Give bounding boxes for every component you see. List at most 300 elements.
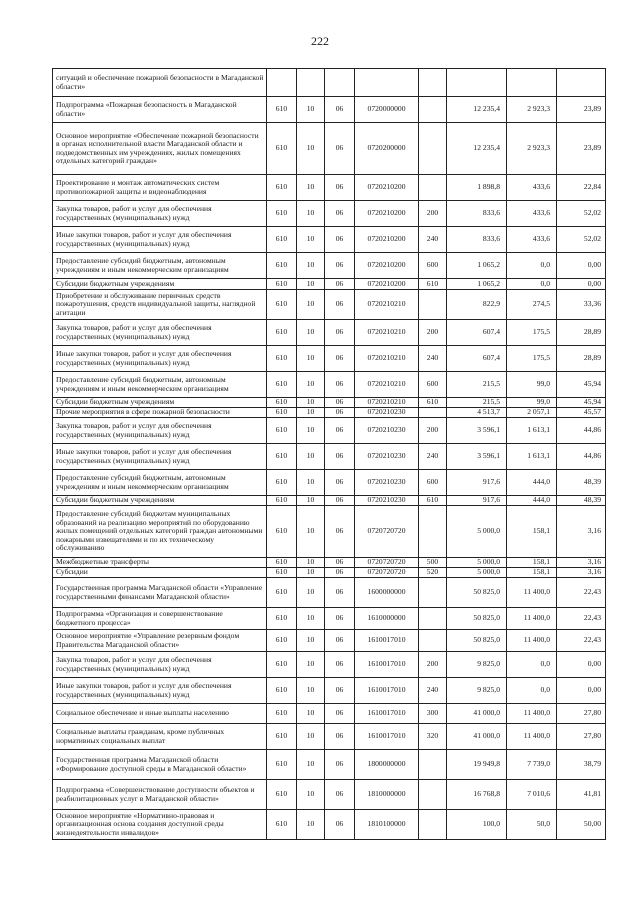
row-expense-type-cell	[419, 175, 447, 201]
row-fact-cell: 7 739,0	[507, 750, 557, 780]
row-grbs-cell	[267, 69, 297, 97]
row-percent-cell: 50,00	[557, 810, 606, 840]
row-percent-cell: 45,94	[557, 398, 606, 408]
row-section-cell: 10	[297, 372, 325, 398]
row-section-cell: 10	[297, 398, 325, 408]
row-section-cell: 10	[297, 630, 325, 652]
row-fact-cell: 444,0	[507, 470, 557, 496]
row-grbs-cell: 610	[267, 568, 297, 578]
row-percent-cell: 45,57	[557, 408, 606, 418]
row-expense-type-cell	[419, 123, 447, 175]
row-fact-cell: 99,0	[507, 372, 557, 398]
row-target-code-cell: 0720210230	[355, 408, 419, 418]
row-name-cell: Предоставление субсидий бюджетным, автономным учреждениям и иным некоммерческим организациям	[53, 372, 267, 398]
row-name-cell: Предоставление субсидий бюджетам муниципальных образований на реализацию мероприятий по оборудованию жилых помещений отдельных категорий граждан автономными пожарными извещателями и по их техническому обслуживанию	[53, 506, 267, 558]
row-section-cell: 10	[297, 608, 325, 630]
row-subsection-cell: 06	[325, 724, 355, 750]
row-expense-type-cell	[419, 69, 447, 97]
row-fact-cell: 1 613,1	[507, 444, 557, 470]
row-percent-cell: 3,16	[557, 506, 606, 558]
row-expense-type-cell	[419, 578, 447, 608]
row-target-code-cell	[355, 69, 419, 97]
row-subsection-cell: 06	[325, 630, 355, 652]
row-target-code-cell: 0720210230	[355, 496, 419, 506]
row-fact-cell: 99,0	[507, 398, 557, 408]
row-plan-cell: 5 000,0	[447, 558, 507, 568]
row-percent-cell: 52,02	[557, 201, 606, 227]
row-target-code-cell: 1610017010	[355, 630, 419, 652]
row-grbs-cell: 610	[267, 175, 297, 201]
row-fact-cell: 0,0	[507, 652, 557, 678]
row-target-code-cell: 0720210200	[355, 253, 419, 279]
row-plan-cell: 41 000,0	[447, 704, 507, 724]
row-fact-cell: 1 613,1	[507, 418, 557, 444]
row-expense-type-cell: 610	[419, 279, 447, 290]
row-grbs-cell: 610	[267, 290, 297, 320]
row-expense-type-cell: 240	[419, 227, 447, 253]
row-name-cell: Основное мероприятие «Обеспечение пожарной безопасности в органах исполнительной власти Магаданской области и подведомственных им учреждениях, жилых помещениях отдельных категорий граждан»	[53, 123, 267, 175]
row-section-cell: 10	[297, 810, 325, 840]
row-section-cell: 10	[297, 704, 325, 724]
row-grbs-cell: 610	[267, 227, 297, 253]
table-row	[53, 398, 606, 408]
row-grbs-cell: 610	[267, 408, 297, 418]
row-target-code-cell: 1610000000	[355, 608, 419, 630]
row-plan-cell: 16 768,8	[447, 780, 507, 810]
row-name-cell: Основное мероприятие «Нормативно-правовая и организационная основа создания доступной среды жизнедеятельности инвалидов»	[53, 810, 267, 840]
row-target-code-cell: 0720720720	[355, 506, 419, 558]
row-expense-type-cell: 600	[419, 253, 447, 279]
row-plan-cell: 1 065,2	[447, 253, 507, 279]
row-subsection-cell: 06	[325, 408, 355, 418]
row-fact-cell: 11 400,0	[507, 608, 557, 630]
row-percent-cell: 23,89	[557, 123, 606, 175]
row-grbs-cell: 610	[267, 578, 297, 608]
row-percent-cell: 22,43	[557, 630, 606, 652]
row-fact-cell: 0,0	[507, 279, 557, 290]
row-fact-cell: 433,6	[507, 175, 557, 201]
row-plan-cell: 12 235,4	[447, 97, 507, 123]
row-subsection-cell: 06	[325, 398, 355, 408]
row-section-cell: 10	[297, 444, 325, 470]
row-expense-type-cell: 200	[419, 201, 447, 227]
row-grbs-cell: 610	[267, 608, 297, 630]
row-name-cell: Закупка товаров, работ и услуг для обеспечения государственных (муниципальных) нужд	[53, 320, 267, 346]
row-subsection-cell: 06	[325, 201, 355, 227]
row-section-cell: 10	[297, 750, 325, 780]
row-expense-type-cell	[419, 810, 447, 840]
row-section-cell: 10	[297, 506, 325, 558]
row-name-cell: Иные закупки товаров, работ и услуг для обеспечения государственных (муниципальных) нужд	[53, 444, 267, 470]
row-fact-cell: 158,1	[507, 506, 557, 558]
table-row	[53, 444, 606, 470]
row-target-code-cell: 0720210200	[355, 175, 419, 201]
table-row	[53, 290, 606, 320]
row-expense-type-cell: 240	[419, 346, 447, 372]
row-fact-cell: 2 923,3	[507, 123, 557, 175]
row-fact-cell: 2 057,1	[507, 408, 557, 418]
row-name-cell: Социальное обеспечение и иные выплаты населению	[53, 704, 267, 724]
row-grbs-cell: 610	[267, 398, 297, 408]
row-grbs-cell: 610	[267, 810, 297, 840]
table-row	[53, 372, 606, 398]
row-target-code-cell: 1610017010	[355, 704, 419, 724]
row-expense-type-cell	[419, 290, 447, 320]
row-plan-cell: 215,5	[447, 398, 507, 408]
table-row	[53, 69, 606, 97]
row-percent-cell: 0,00	[557, 652, 606, 678]
row-section-cell: 10	[297, 123, 325, 175]
row-subsection-cell: 06	[325, 279, 355, 290]
row-section-cell: 10	[297, 652, 325, 678]
row-fact-cell: 158,1	[507, 558, 557, 568]
row-section-cell	[297, 69, 325, 97]
row-grbs-cell: 610	[267, 652, 297, 678]
row-fact-cell: 7 010,6	[507, 780, 557, 810]
table-row	[53, 470, 606, 496]
row-grbs-cell: 610	[267, 780, 297, 810]
row-expense-type-cell: 600	[419, 372, 447, 398]
row-section-cell: 10	[297, 290, 325, 320]
row-subsection-cell: 06	[325, 418, 355, 444]
row-expense-type-cell: 300	[419, 704, 447, 724]
table-row	[53, 780, 606, 810]
row-percent-cell: 0,00	[557, 279, 606, 290]
row-subsection-cell: 06	[325, 97, 355, 123]
row-subsection-cell	[325, 69, 355, 97]
row-subsection-cell: 06	[325, 568, 355, 578]
table-row	[53, 201, 606, 227]
row-plan-cell: 917,6	[447, 496, 507, 506]
row-plan-cell: 100,0	[447, 810, 507, 840]
row-grbs-cell: 610	[267, 496, 297, 506]
row-target-code-cell: 0720210230	[355, 470, 419, 496]
row-fact-cell: 2 923,3	[507, 97, 557, 123]
row-target-code-cell: 0720210210	[355, 372, 419, 398]
table-row	[53, 320, 606, 346]
row-name-cell: Закупка товаров, работ и услуг для обеспечения государственных (муниципальных) нужд	[53, 652, 267, 678]
table-row	[53, 279, 606, 290]
row-name-cell: Межбюджетные трансферты	[53, 558, 267, 568]
row-fact-cell: 50,0	[507, 810, 557, 840]
table-row	[53, 418, 606, 444]
row-target-code-cell: 0720210210	[355, 290, 419, 320]
table-row	[53, 253, 606, 279]
row-plan-cell: 5 000,0	[447, 506, 507, 558]
row-target-code-cell: 0720210200	[355, 279, 419, 290]
row-section-cell: 10	[297, 578, 325, 608]
table-row	[53, 97, 606, 123]
row-plan-cell: 50 825,0	[447, 630, 507, 652]
row-name-cell: Иные закупки товаров, работ и услуг для обеспечения государственных (муниципальных) нужд	[53, 678, 267, 704]
row-expense-type-cell	[419, 608, 447, 630]
row-expense-type-cell: 240	[419, 678, 447, 704]
row-grbs-cell: 610	[267, 704, 297, 724]
table-row	[53, 630, 606, 652]
row-plan-cell: 9 825,0	[447, 652, 507, 678]
page-number: 222	[311, 34, 329, 48]
row-grbs-cell: 610	[267, 444, 297, 470]
row-fact-cell: 444,0	[507, 496, 557, 506]
row-section-cell: 10	[297, 496, 325, 506]
row-target-code-cell: 0720210230	[355, 444, 419, 470]
row-expense-type-cell: 200	[419, 418, 447, 444]
row-subsection-cell: 06	[325, 578, 355, 608]
row-expense-type-cell: 200	[419, 652, 447, 678]
row-name-cell: Государственная программа Магаданской области «Формирование доступной среды в Магаданской области»	[53, 750, 267, 780]
row-grbs-cell: 610	[267, 558, 297, 568]
row-name-cell: Проектирование и монтаж автоматических систем противопожарной защиты и видеонаблюдения	[53, 175, 267, 201]
row-section-cell: 10	[297, 97, 325, 123]
row-section-cell: 10	[297, 408, 325, 418]
row-expense-type-cell	[419, 750, 447, 780]
row-fact-cell: 11 400,0	[507, 704, 557, 724]
row-expense-type-cell	[419, 630, 447, 652]
row-plan-cell: 9 825,0	[447, 678, 507, 704]
row-expense-type-cell: 600	[419, 470, 447, 496]
row-expense-type-cell: 500	[419, 558, 447, 568]
row-plan-cell: 833,6	[447, 227, 507, 253]
row-percent-cell: 38,79	[557, 750, 606, 780]
table-row	[53, 652, 606, 678]
row-name-cell: Иные закупки товаров, работ и услуг для обеспечения государственных (муниципальных) нужд	[53, 346, 267, 372]
row-subsection-cell: 06	[325, 123, 355, 175]
row-grbs-cell: 610	[267, 279, 297, 290]
row-percent-cell: 0,00	[557, 678, 606, 704]
row-plan-cell: 50 825,0	[447, 578, 507, 608]
row-target-code-cell: 1610017010	[355, 652, 419, 678]
row-section-cell: 10	[297, 227, 325, 253]
row-grbs-cell: 610	[267, 724, 297, 750]
row-percent-cell: 48,39	[557, 470, 606, 496]
row-name-cell: Иные закупки товаров, работ и услуг для обеспечения государственных (муниципальных) нужд	[53, 227, 267, 253]
row-plan-cell: 822,9	[447, 290, 507, 320]
row-fact-cell: 433,6	[507, 227, 557, 253]
table-row	[53, 678, 606, 704]
row-name-cell: Государственная программа Магаданской области «Управление государственными финансами Магаданской области»	[53, 578, 267, 608]
row-name-cell: Предоставление субсидий бюджетным, автономным учреждениям и иным некоммерческим организациям	[53, 253, 267, 279]
row-target-code-cell: 1600000000	[355, 578, 419, 608]
row-percent-cell: 22,43	[557, 578, 606, 608]
row-target-code-cell: 0720200000	[355, 123, 419, 175]
row-fact-cell: 274,5	[507, 290, 557, 320]
row-subsection-cell: 06	[325, 496, 355, 506]
row-expense-type-cell	[419, 97, 447, 123]
row-percent-cell: 3,16	[557, 568, 606, 578]
row-expense-type-cell: 610	[419, 398, 447, 408]
table-row	[53, 496, 606, 506]
row-plan-cell: 833,6	[447, 201, 507, 227]
row-subsection-cell: 06	[325, 470, 355, 496]
row-percent-cell: 28,89	[557, 346, 606, 372]
table-row	[53, 227, 606, 253]
table-row	[53, 568, 606, 578]
row-fact-cell: 433,6	[507, 201, 557, 227]
table-row	[53, 724, 606, 750]
row-subsection-cell: 06	[325, 320, 355, 346]
row-fact-cell: 11 400,0	[507, 630, 557, 652]
row-plan-cell: 1 898,8	[447, 175, 507, 201]
row-name-cell: Закупка товаров, работ и услуг для обеспечения государственных (муниципальных) нужд	[53, 201, 267, 227]
row-percent-cell: 27,80	[557, 704, 606, 724]
row-plan-cell: 4 513,7	[447, 408, 507, 418]
row-expense-type-cell: 520	[419, 568, 447, 578]
row-plan-cell: 1 065,2	[447, 279, 507, 290]
row-name-cell: Основное мероприятие «Управление резервным фондом Правительства Магаданской области»	[53, 630, 267, 652]
row-expense-type-cell	[419, 780, 447, 810]
row-name-cell: Подпрограмма «Совершенствование доступности объектов и реабилитационных услуг в Магаданской области»	[53, 780, 267, 810]
table-row	[53, 578, 606, 608]
row-target-code-cell: 0720210200	[355, 201, 419, 227]
row-subsection-cell: 06	[325, 652, 355, 678]
row-fact-cell: 0,0	[507, 253, 557, 279]
row-expense-type-cell: 320	[419, 724, 447, 750]
row-name-cell: Субсидии бюджетным учреждениям	[53, 496, 267, 506]
row-subsection-cell: 06	[325, 810, 355, 840]
row-section-cell: 10	[297, 568, 325, 578]
row-percent-cell: 44,86	[557, 418, 606, 444]
row-section-cell: 10	[297, 724, 325, 750]
row-target-code-cell: 1810000000	[355, 780, 419, 810]
row-subsection-cell: 06	[325, 506, 355, 558]
table-row	[53, 704, 606, 724]
row-name-cell: Подпрограмма «Организация и совершенствование бюджетного процесса»	[53, 608, 267, 630]
table-row	[53, 506, 606, 558]
row-grbs-cell: 610	[267, 678, 297, 704]
row-fact-cell: 158,1	[507, 568, 557, 578]
row-target-code-cell: 0720210200	[355, 227, 419, 253]
row-percent-cell: 33,36	[557, 290, 606, 320]
row-name-cell: Социальные выплаты гражданам, кроме публичных нормативных социальных выплат	[53, 724, 267, 750]
row-percent-cell: 27,80	[557, 724, 606, 750]
row-subsection-cell: 06	[325, 678, 355, 704]
row-plan-cell: 5 000,0	[447, 568, 507, 578]
row-section-cell: 10	[297, 201, 325, 227]
row-expense-type-cell: 610	[419, 496, 447, 506]
row-percent-cell: 23,89	[557, 97, 606, 123]
row-plan-cell	[447, 69, 507, 97]
row-percent-cell: 44,86	[557, 444, 606, 470]
row-target-code-cell: 0720210210	[355, 346, 419, 372]
row-target-code-cell: 0720210210	[355, 398, 419, 408]
table-row	[53, 750, 606, 780]
row-fact-cell: 11 400,0	[507, 724, 557, 750]
row-section-cell: 10	[297, 346, 325, 372]
row-percent-cell: 45,94	[557, 372, 606, 398]
row-target-code-cell: 1610017010	[355, 724, 419, 750]
row-target-code-cell: 0720000000	[355, 97, 419, 123]
row-section-cell: 10	[297, 279, 325, 290]
row-fact-cell	[507, 69, 557, 97]
row-grbs-cell: 610	[267, 506, 297, 558]
table-row	[53, 346, 606, 372]
table-row	[53, 608, 606, 630]
row-name-cell: Прочие мероприятия в сфере пожарной безопасности	[53, 408, 267, 418]
row-name-cell: Субсидии бюджетным учреждениям	[53, 279, 267, 290]
row-percent-cell: 41,81	[557, 780, 606, 810]
row-section-cell: 10	[297, 558, 325, 568]
budget-table	[52, 68, 606, 840]
row-name-cell: Приобретение и обслуживание первичных средств пожаротушения, средств индивидуальной защиты, наглядной агитации	[53, 290, 267, 320]
row-section-cell: 10	[297, 780, 325, 810]
row-expense-type-cell	[419, 506, 447, 558]
row-name-cell: Закупка товаров, работ и услуг для обеспечения государственных (муниципальных) нужд	[53, 418, 267, 444]
row-fact-cell: 11 400,0	[507, 578, 557, 608]
row-plan-cell: 215,5	[447, 372, 507, 398]
row-subsection-cell: 06	[325, 558, 355, 568]
row-fact-cell: 175,5	[507, 320, 557, 346]
row-target-code-cell: 0720720720	[355, 558, 419, 568]
row-percent-cell: 22,84	[557, 175, 606, 201]
row-name-cell: Подпрограмма «Пожарная безопасность в Магаданской области»	[53, 97, 267, 123]
row-subsection-cell: 06	[325, 253, 355, 279]
row-percent-cell: 0,00	[557, 253, 606, 279]
row-plan-cell: 607,4	[447, 320, 507, 346]
row-subsection-cell: 06	[325, 372, 355, 398]
row-plan-cell: 917,6	[447, 470, 507, 496]
row-section-cell: 10	[297, 253, 325, 279]
row-target-code-cell: 0720210210	[355, 320, 419, 346]
row-target-code-cell: 1610017010	[355, 678, 419, 704]
row-grbs-cell: 610	[267, 346, 297, 372]
row-percent-cell	[557, 69, 606, 97]
row-grbs-cell: 610	[267, 320, 297, 346]
row-percent-cell: 3,16	[557, 558, 606, 568]
row-percent-cell: 28,89	[557, 320, 606, 346]
row-percent-cell: 52,02	[557, 227, 606, 253]
row-grbs-cell: 610	[267, 630, 297, 652]
row-grbs-cell: 610	[267, 418, 297, 444]
row-grbs-cell: 610	[267, 750, 297, 780]
row-plan-cell: 3 596,1	[447, 444, 507, 470]
row-grbs-cell: 610	[267, 97, 297, 123]
row-section-cell: 10	[297, 320, 325, 346]
row-grbs-cell: 610	[267, 123, 297, 175]
row-section-cell: 10	[297, 470, 325, 496]
row-plan-cell: 41 000,0	[447, 724, 507, 750]
row-target-code-cell: 0720210230	[355, 418, 419, 444]
row-percent-cell: 22,43	[557, 608, 606, 630]
row-grbs-cell: 610	[267, 201, 297, 227]
table-row	[53, 558, 606, 568]
table-row	[53, 810, 606, 840]
table-row	[53, 123, 606, 175]
row-expense-type-cell: 200	[419, 320, 447, 346]
row-name-cell: ситуаций и обеспечение пожарной безопасности в Магаданской области»	[53, 69, 267, 97]
row-percent-cell: 48,39	[557, 496, 606, 506]
table-row	[53, 175, 606, 201]
row-expense-type-cell	[419, 408, 447, 418]
row-fact-cell: 175,5	[507, 346, 557, 372]
row-plan-cell: 607,4	[447, 346, 507, 372]
row-plan-cell: 3 596,1	[447, 418, 507, 444]
row-target-code-cell: 1810100000	[355, 810, 419, 840]
row-plan-cell: 50 825,0	[447, 608, 507, 630]
row-subsection-cell: 06	[325, 444, 355, 470]
row-grbs-cell: 610	[267, 470, 297, 496]
row-plan-cell: 12 235,4	[447, 123, 507, 175]
row-grbs-cell: 610	[267, 253, 297, 279]
row-section-cell: 10	[297, 678, 325, 704]
row-grbs-cell: 610	[267, 372, 297, 398]
row-subsection-cell: 06	[325, 704, 355, 724]
row-subsection-cell: 06	[325, 780, 355, 810]
row-subsection-cell: 06	[325, 608, 355, 630]
row-subsection-cell: 06	[325, 227, 355, 253]
row-section-cell: 10	[297, 418, 325, 444]
row-subsection-cell: 06	[325, 346, 355, 372]
row-section-cell: 10	[297, 175, 325, 201]
